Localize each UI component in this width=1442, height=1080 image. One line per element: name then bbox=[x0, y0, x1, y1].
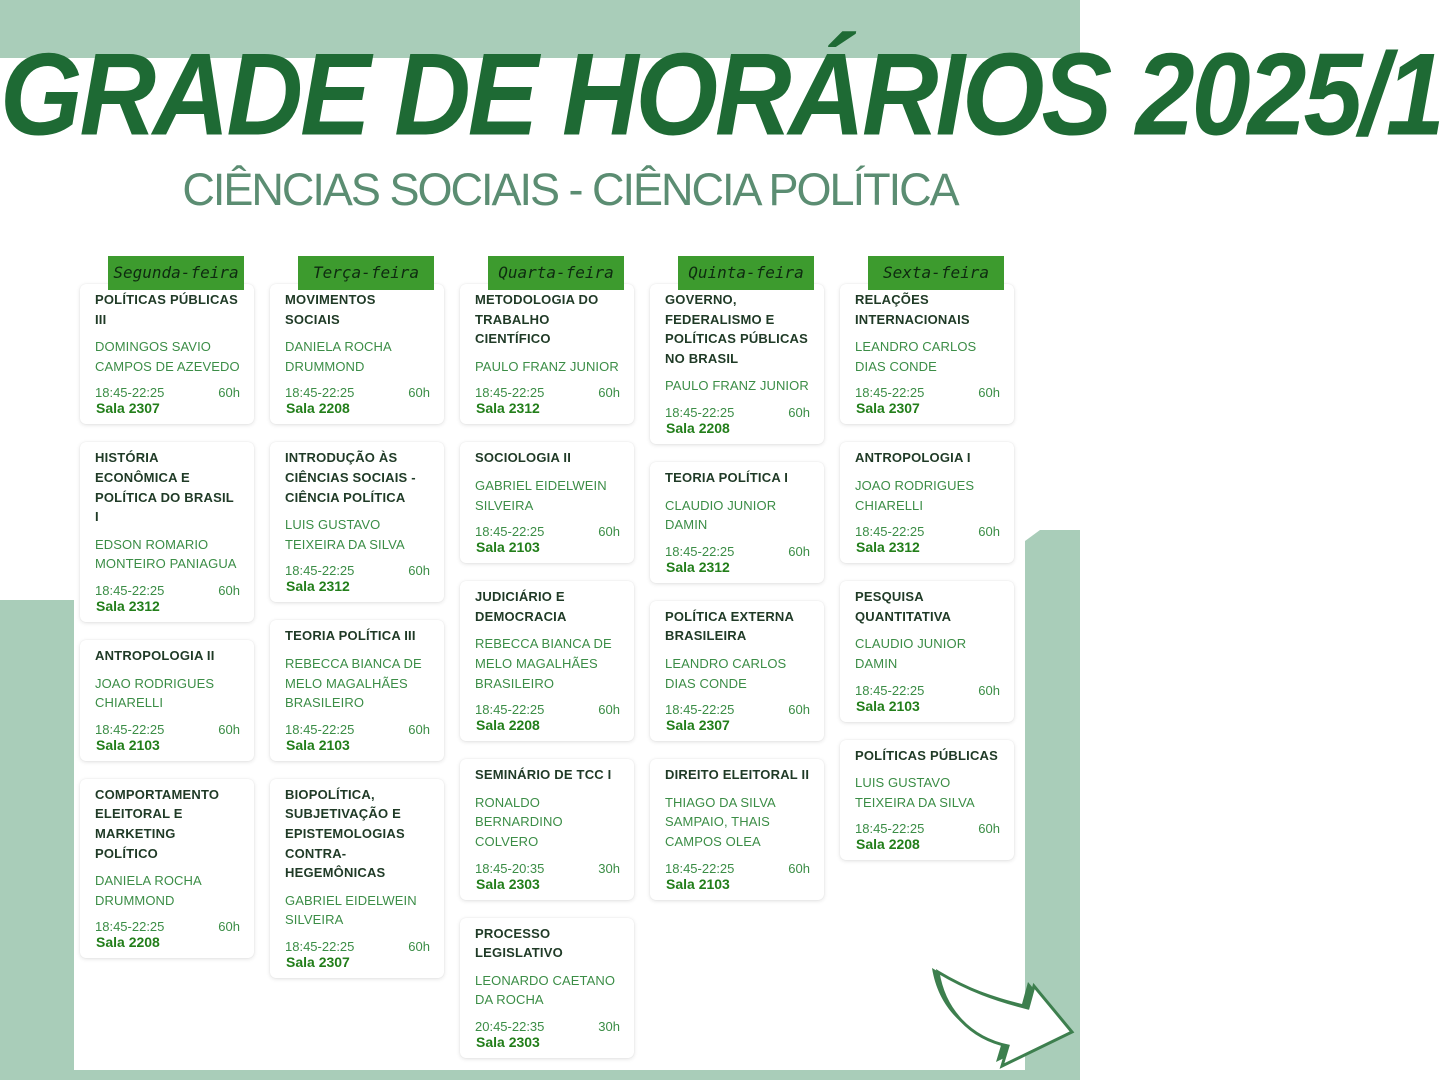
class-professor: REBECCA BIANCA DE MELO MAGALHÃES BRASILEIRO bbox=[285, 655, 422, 711]
page-title: GRADE DE HORÁRIOS 2025/1 bbox=[0, 30, 1442, 160]
class-hours: 60h bbox=[788, 702, 810, 718]
page-subtitle: CIÊNCIAS SOCIAIS - CIÊNCIA POLÍTICA bbox=[182, 164, 958, 215]
class-time: 18:45-22:25 bbox=[665, 543, 735, 559]
class-title: INTRODUÇÃO ÀS CIÊNCIAS SOCIAIS - CIÊNCIA POLÍTICA bbox=[285, 450, 416, 505]
class-time: 18:45-22:25 bbox=[855, 682, 925, 698]
class-time: 18:45-22:25 bbox=[665, 404, 735, 420]
class-list bbox=[270, 284, 446, 978]
class-time: 18:45-22:25 bbox=[475, 702, 545, 718]
class-title: PESQUISA QUANTITATIVA bbox=[855, 589, 952, 624]
class-schedule-row bbox=[855, 821, 1000, 836]
class-professor: DANIELA ROCHA DRUMMOND bbox=[285, 339, 392, 374]
class-list bbox=[840, 284, 1016, 860]
class-card bbox=[650, 601, 824, 741]
class-hours: 60h bbox=[408, 563, 430, 579]
class-professor: PAULO FRANZ JUNIOR bbox=[475, 358, 619, 374]
class-room: Sala 2208 bbox=[856, 836, 920, 853]
class-professor: LEONARDO CAETANO DA ROCHA bbox=[475, 972, 616, 1008]
class-title: TEORIA POLÍTICA III bbox=[285, 628, 416, 644]
day-tab-quarta: Quarta-feira bbox=[488, 256, 624, 290]
class-time: 18:45-22:25 bbox=[285, 385, 355, 401]
class-title: ANTROPOLOGIA II bbox=[95, 647, 215, 663]
class-card bbox=[270, 284, 444, 424]
class-card bbox=[460, 284, 634, 424]
class-title: SEMINÁRIO DE TCC I bbox=[475, 767, 612, 783]
class-time: 18:45-22:25 bbox=[855, 821, 925, 837]
class-hours: 60h bbox=[788, 543, 810, 559]
class-time: 18:45-22:25 bbox=[855, 385, 925, 401]
class-card bbox=[460, 918, 634, 1058]
day-tab-sexta: Sexta-feira bbox=[868, 256, 1004, 290]
class-schedule-row bbox=[475, 524, 620, 539]
class-professor: GABRIEL EIDELWEIN SILVEIRA bbox=[475, 477, 607, 513]
class-hours: 60h bbox=[408, 721, 430, 737]
class-card bbox=[460, 442, 634, 563]
class-time: 18:45-22:25 bbox=[95, 385, 165, 401]
class-schedule-row bbox=[665, 861, 810, 876]
class-room: Sala 2312 bbox=[856, 539, 920, 556]
class-time: 18:45-22:25 bbox=[475, 524, 545, 540]
class-professor: EDSON ROMARIO MONTEIRO PANIAGUA bbox=[95, 536, 237, 572]
class-schedule-row bbox=[95, 919, 240, 934]
class-room: Sala 2103 bbox=[96, 736, 160, 753]
class-title: COMPORTAMENTO ELEITORAL E MARKETING POLÍTICO bbox=[95, 786, 220, 861]
class-room: Sala 2103 bbox=[666, 875, 730, 892]
class-card bbox=[80, 779, 254, 959]
day-column-sexta bbox=[840, 256, 1016, 878]
class-room: Sala 2312 bbox=[96, 597, 160, 614]
class-hours: 60h bbox=[218, 385, 240, 401]
class-room: Sala 2103 bbox=[856, 697, 920, 714]
class-time: 18:45-20:35 bbox=[475, 860, 545, 876]
class-room: Sala 2208 bbox=[286, 400, 350, 417]
class-hours: 60h bbox=[598, 702, 620, 718]
class-card bbox=[80, 284, 254, 424]
class-list bbox=[650, 284, 826, 900]
class-professor: CLAUDIO JUNIOR DAMIN bbox=[855, 636, 967, 671]
class-schedule-row bbox=[475, 1019, 620, 1034]
class-title: RELAÇÕES INTERNACIONAIS bbox=[855, 292, 970, 327]
class-room: Sala 2312 bbox=[476, 400, 540, 417]
day-column-quarta bbox=[460, 256, 636, 1076]
class-time: 18:45-22:25 bbox=[285, 563, 355, 579]
class-schedule-row bbox=[95, 583, 240, 598]
class-professor: LEANDRO CARLOS DIAS CONDE bbox=[665, 655, 787, 691]
class-hours: 30h bbox=[598, 860, 620, 876]
class-schedule-row bbox=[855, 385, 1000, 400]
class-hours: 60h bbox=[978, 682, 1000, 698]
class-hours: 60h bbox=[218, 721, 240, 737]
class-title: POLÍTICAS PÚBLICAS III bbox=[95, 292, 238, 327]
class-professor: LUIS GUSTAVO TEIXEIRA DA SILVA bbox=[285, 517, 405, 552]
class-schedule-row bbox=[95, 722, 240, 737]
class-title: ANTROPOLOGIA I bbox=[855, 450, 971, 466]
arrow-right-icon bbox=[930, 950, 1080, 1075]
class-professor: JOAO RODRIGUES CHIARELLI bbox=[95, 675, 215, 711]
class-time: 18:45-22:25 bbox=[285, 938, 355, 954]
class-card bbox=[270, 442, 444, 602]
class-hours: 60h bbox=[218, 582, 240, 598]
class-room: Sala 2103 bbox=[476, 539, 540, 556]
class-card bbox=[840, 740, 1014, 861]
class-schedule-row bbox=[95, 385, 240, 400]
class-room: Sala 2307 bbox=[286, 953, 350, 970]
class-title: GOVERNO, FEDERALISMO E POLÍTICAS PÚBLICAS NO BRASIL bbox=[665, 292, 808, 366]
class-room: Sala 2307 bbox=[96, 400, 160, 417]
class-schedule-row bbox=[285, 939, 430, 954]
class-title: POLÍTICA EXTERNA BRASILEIRA bbox=[665, 608, 794, 644]
class-professor: RONALDO BERNARDINO COLVERO bbox=[475, 794, 563, 849]
class-title: MOVIMENTOS SOCIAIS bbox=[285, 292, 376, 327]
class-time: 18:45-22:25 bbox=[665, 702, 735, 718]
class-title: PROCESSO LEGISLATIVO bbox=[475, 925, 563, 961]
day-column-segunda bbox=[80, 256, 256, 976]
class-hours: 60h bbox=[408, 385, 430, 401]
class-hours: 60h bbox=[598, 385, 620, 401]
class-list bbox=[460, 284, 636, 1058]
class-room: Sala 2103 bbox=[286, 736, 350, 753]
class-schedule-row bbox=[855, 524, 1000, 539]
class-title: POLÍTICAS PÚBLICAS bbox=[855, 747, 998, 763]
class-time: 18:45-22:25 bbox=[285, 721, 355, 737]
class-room: Sala 2208 bbox=[666, 419, 730, 436]
class-list bbox=[80, 284, 256, 958]
class-schedule-row bbox=[475, 702, 620, 717]
class-professor: DOMINGOS SAVIO CAMPOS DE AZEVEDO bbox=[95, 339, 240, 374]
day-column-terca bbox=[270, 256, 446, 996]
class-title: TEORIA POLÍTICA I bbox=[665, 469, 789, 485]
class-hours: 60h bbox=[978, 524, 1000, 540]
class-hours: 60h bbox=[978, 385, 1000, 401]
class-card bbox=[460, 581, 634, 741]
class-room: Sala 2307 bbox=[666, 717, 730, 734]
class-card bbox=[650, 284, 824, 444]
class-title: JUDICIÁRIO E DEMOCRACIA bbox=[475, 589, 567, 624]
class-schedule-row bbox=[285, 722, 430, 737]
class-room: Sala 2307 bbox=[856, 400, 920, 417]
class-title: HISTÓRIA ECONÔMICA E POLÍTICA DO BRASIL I bbox=[95, 450, 234, 525]
class-card bbox=[270, 779, 444, 978]
class-room: Sala 2303 bbox=[476, 1033, 540, 1050]
class-room: Sala 2208 bbox=[476, 717, 540, 734]
class-schedule-row bbox=[285, 563, 430, 578]
class-schedule-row bbox=[665, 544, 810, 559]
class-professor: THIAGO DA SILVA SAMPAIO, THAIS CAMPOS OLEA bbox=[665, 794, 776, 849]
day-tab-quinta: Quinta-feira bbox=[678, 256, 814, 290]
class-time: 18:45-22:25 bbox=[475, 385, 545, 401]
day-tab-terca: Terça-feira bbox=[298, 256, 434, 290]
class-card bbox=[840, 581, 1014, 721]
class-room: Sala 2208 bbox=[96, 934, 160, 951]
class-schedule-row bbox=[475, 385, 620, 400]
class-schedule-row bbox=[285, 385, 430, 400]
class-schedule-row bbox=[665, 405, 810, 420]
class-time: 18:45-22:25 bbox=[855, 524, 925, 540]
class-hours: 60h bbox=[218, 919, 240, 935]
class-card bbox=[80, 442, 254, 622]
class-hours: 60h bbox=[788, 860, 810, 876]
class-hours: 60h bbox=[408, 938, 430, 954]
class-card bbox=[840, 284, 1014, 424]
class-professor: LEANDRO CARLOS DIAS CONDE bbox=[855, 339, 977, 374]
class-professor: REBECCA BIANCA DE MELO MAGALHÃES BRASILEIRO bbox=[475, 636, 612, 691]
class-title: SOCIOLOGIA II bbox=[475, 450, 572, 466]
class-card bbox=[270, 620, 444, 760]
class-time: 18:45-22:25 bbox=[95, 919, 165, 935]
class-schedule-row bbox=[855, 683, 1000, 698]
class-time: 18:45-22:25 bbox=[95, 582, 165, 598]
class-professor: LUIS GUSTAVO TEIXEIRA DA SILVA bbox=[855, 775, 975, 810]
class-title: BIOPOLÍTICA, SUBJETIVAÇÃO E EPISTEMOLOGIAS CONTRA-HEGEMÔNICAS bbox=[285, 786, 405, 881]
class-room: Sala 2312 bbox=[286, 578, 350, 595]
class-professor: CLAUDIO JUNIOR DAMIN bbox=[665, 497, 777, 533]
class-time: 18:45-22:25 bbox=[665, 860, 735, 876]
class-room: Sala 2312 bbox=[666, 558, 730, 575]
class-room: Sala 2303 bbox=[476, 875, 540, 892]
class-professor: GABRIEL EIDELWEIN SILVEIRA bbox=[285, 892, 417, 928]
class-card bbox=[650, 462, 824, 583]
day-column-quinta bbox=[650, 256, 826, 918]
day-tab-segunda: Segunda-feira bbox=[108, 256, 244, 290]
class-time: 20:45-22:35 bbox=[475, 1018, 545, 1034]
class-professor: PAULO FRANZ JUNIOR bbox=[665, 378, 809, 394]
class-professor: DANIELA ROCHA DRUMMOND bbox=[95, 873, 202, 908]
class-schedule-row bbox=[665, 702, 810, 717]
class-card bbox=[80, 640, 254, 761]
class-title: METODOLOGIA DO TRABALHO CIENTÍFICO bbox=[475, 292, 599, 347]
class-schedule-row bbox=[475, 861, 620, 876]
class-card bbox=[650, 759, 824, 899]
class-title: DIREITO ELEITORAL II bbox=[665, 767, 810, 783]
class-professor: JOAO RODRIGUES CHIARELLI bbox=[855, 477, 975, 513]
class-card bbox=[840, 442, 1014, 563]
class-card bbox=[460, 759, 634, 899]
class-hours: 30h bbox=[598, 1018, 620, 1034]
class-hours: 60h bbox=[788, 404, 810, 420]
class-hours: 60h bbox=[978, 821, 1000, 837]
class-hours: 60h bbox=[598, 524, 620, 540]
class-time: 18:45-22:25 bbox=[95, 721, 165, 737]
